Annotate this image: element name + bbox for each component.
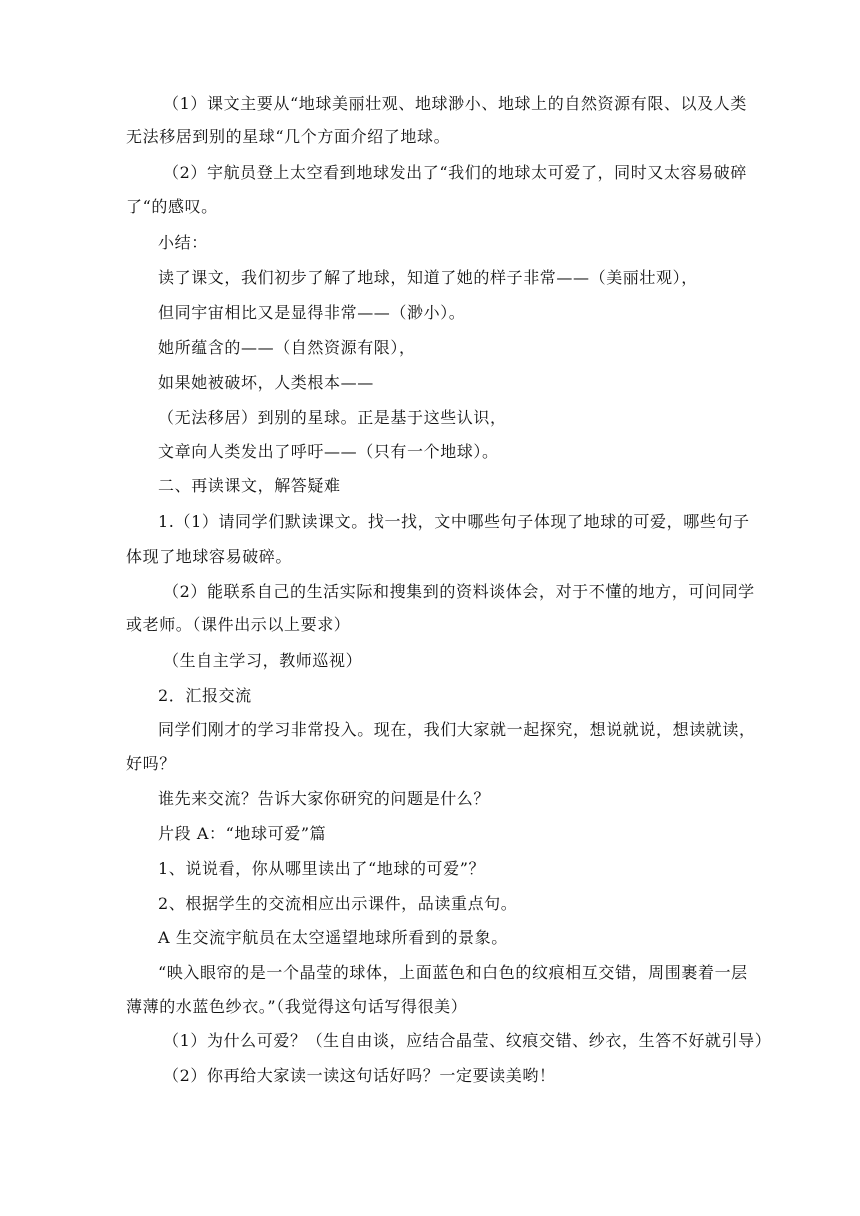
- text-line: 读了课文，我们初步了解了地球，知道了她的样子非常——（美丽壮观），: [158, 268, 698, 287]
- text-line: 谁先来交流？告诉大家你研究的问题是什么？: [158, 789, 491, 808]
- text-line: （生自主学习，教师巡视）: [163, 651, 363, 670]
- text-line: （2）宇航员登上太空看到地球发出了“我们的地球太可爱了，同时又太容易破碎: [163, 163, 747, 182]
- text-line: 薄薄的水蓝色纱衣。”（我觉得这句话写得很美）: [126, 997, 468, 1016]
- text-line: 2、根据学生的交流相应出示课件，品读重点句。: [158, 894, 518, 913]
- text-line: 体现了地球容易破碎。: [126, 547, 293, 566]
- text-line: 了“的感叹。: [126, 197, 218, 216]
- text-line: A 生交流宇航员在太空遥望地球所看到的景象。: [158, 928, 508, 947]
- text-line: 她所蕴含的——（自然资源有限），: [158, 338, 416, 357]
- text-line: 但同宇宙相比又是显得非常——（渺小）。: [158, 303, 466, 322]
- text-line: （无法移居）到别的星球。正是基于这些认识，: [158, 408, 507, 427]
- section-heading: 二、再读课文，解答疑难: [158, 476, 341, 495]
- text-line: 文章向人类发出了呼吁——（只有一个地球）。: [158, 442, 499, 461]
- text-line: 1.（1）请同学们默读课文。找一找，文中哪些句子体现了地球的可爱，哪些句子: [158, 512, 750, 531]
- text-line: 片段 A：“地球可爱”篇: [158, 824, 327, 843]
- text-line: 2．汇报交流: [158, 686, 252, 705]
- text-line: 无法移居到别的星球“几个方面介绍了地球。: [126, 127, 451, 146]
- text-line: 或老师。（课件出示以上要求）: [126, 615, 351, 634]
- text-line: （2）能联系自己的生活实际和搜集到的资料谈体会，对于不懂的地方，可问同学: [163, 582, 755, 601]
- text-line: （2）你再给大家读一读这句话好吗？一定要读美哟！: [163, 1066, 556, 1085]
- text-line: （1）课文主要从“地球美丽壮观、地球渺小、地球上的自然资源有限、以及人类: [163, 94, 747, 113]
- text-line: “映入眼帘的是一个晶莹的球体，上面蓝色和白色的纹痕相互交错，周围裹着一层: [158, 963, 748, 982]
- text-line: 好吗？: [126, 754, 176, 773]
- text-line: （1）为什么可爱？（生自由谈，应结合晶莹、纹痕交错、纱衣，生答不好就引导）: [163, 1031, 772, 1050]
- text-line: 如果她被破坏，人类根本——: [158, 373, 374, 392]
- text-line: 小结：: [158, 233, 208, 252]
- text-line: 同学们刚才的学习非常投入。现在，我们大家就一起探究，想说就说，想读就读，: [158, 720, 756, 739]
- text-line: 1、说说看，你从哪里读出了“地球的可爱”？: [158, 859, 486, 878]
